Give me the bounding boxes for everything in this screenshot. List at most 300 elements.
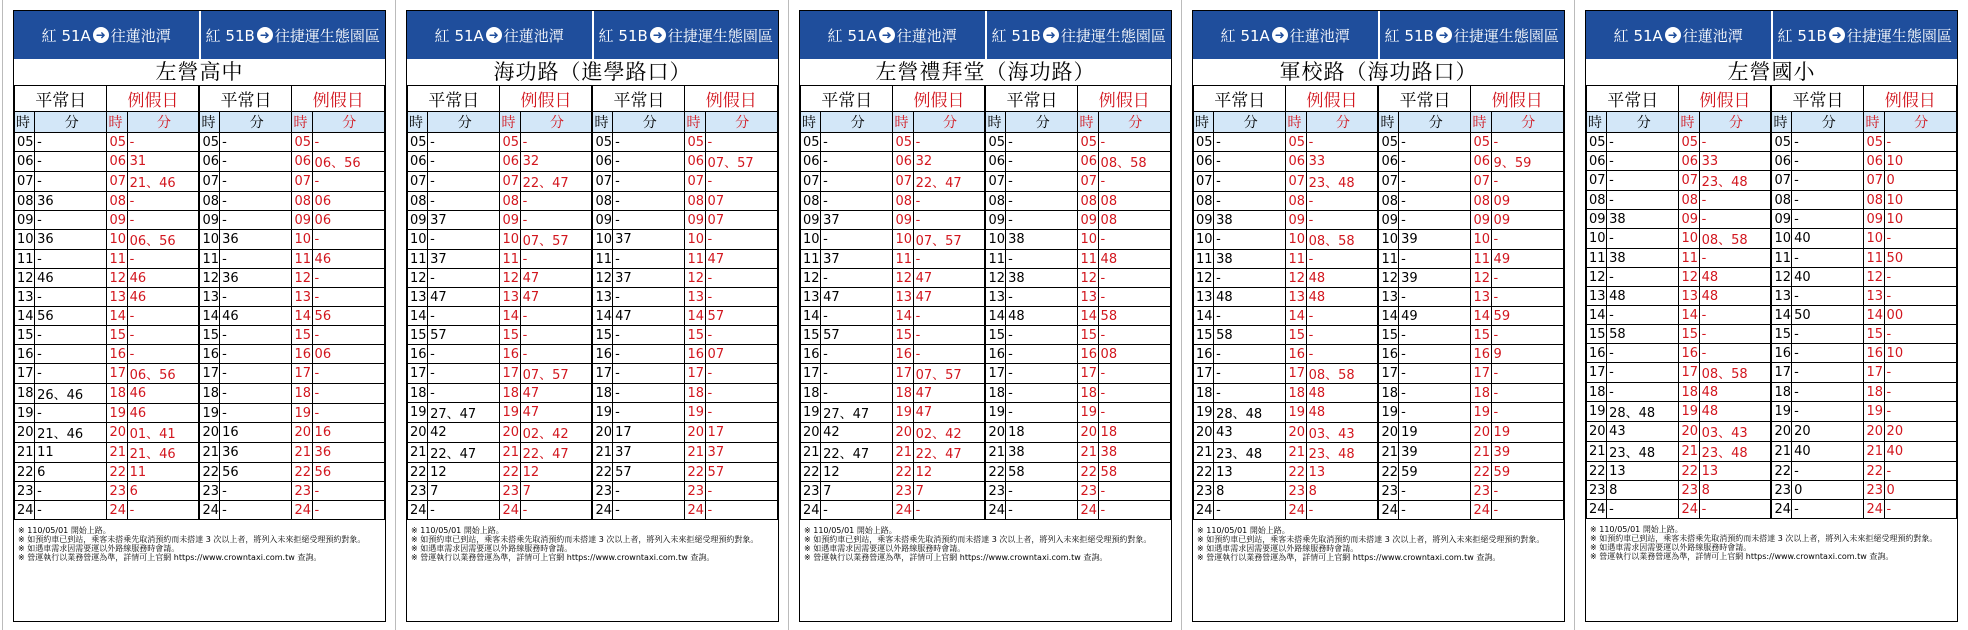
minute-cell: 6 [127,482,199,501]
note-line: ※ 如遇車需求因需要運以外路線服務時會請。 [18,544,180,553]
minute-cell: - [1607,306,1679,325]
hour-cell: 14 [1679,306,1699,325]
table-row [1194,423,1564,443]
minute-cell: 13 [1607,462,1679,481]
minute-cell: 46 [35,269,107,288]
table-row [801,307,1171,326]
table-row [1587,210,1957,229]
hour-cell: 24 [500,501,520,520]
timetable-grid [800,85,1171,520]
minute-cell: - [428,133,500,152]
hour-cell: 13 [1471,288,1491,307]
minute-cell: 08、58 [1306,230,1378,250]
hour-cell: 17 [15,364,35,384]
minute-cell: - [428,501,500,520]
hour-cell: 06 [1587,152,1607,171]
hour-cell: 12 [1378,269,1398,288]
minute-cell: - [1399,152,1471,172]
minute-cell: - [913,326,985,345]
minute-cell: 37 [821,250,893,269]
minute-cell: 38 [1214,250,1286,269]
hour-cell: 13 [1679,287,1699,306]
hour-cell: 07 [15,172,35,192]
minute-cell: - [1792,383,1864,402]
hour-cell: 20 [893,423,913,443]
hour-cell: 11 [15,250,35,269]
minute-cell: 46 [127,288,199,307]
hour-cell: 22 [893,463,913,482]
minute-cell: - [1884,363,1956,383]
minute-cell: 37 [821,211,893,230]
minute-cell: 12 [520,463,592,482]
hour-cell: 05 [893,133,913,152]
hour-cell: 13 [985,288,1005,307]
minute-cell: - [220,133,292,152]
minute-header: 分 [1607,112,1679,133]
minute-cell: 56 [35,307,107,326]
hour-cell: 08 [199,192,219,211]
minute-cell: 20 [1884,422,1956,442]
hour-cell: 11 [801,250,821,269]
minute-cell: - [1399,288,1471,307]
minute-cell: - [220,345,292,364]
hour-cell: 09 [1679,210,1699,229]
hour-header: 時 [500,112,520,133]
hour-cell: 16 [1286,345,1306,364]
hour-cell: 10 [985,230,1005,250]
hour-cell: 07 [1378,172,1398,192]
hour-cell: 11 [985,250,1005,269]
minute-cell: - [520,192,592,211]
minute-cell: 46 [127,269,199,288]
minute-cell: - [613,345,685,364]
table-row [801,250,1171,269]
minute-cell: - [1699,191,1771,210]
hour-cell: 07 [1771,171,1791,191]
hour-cell: 16 [1587,344,1607,363]
stop-name: 左營禮拜堂（海功路） [875,60,1096,84]
minute-cell: - [520,307,592,326]
stop-panel [395,0,788,630]
hour-cell: 14 [1587,306,1607,325]
minute-cell: - [1607,344,1679,363]
table-row [1194,250,1564,269]
minute-cell: 02、42 [520,423,592,443]
stop-panel [1181,0,1574,630]
minute-cell: 36 [35,230,107,250]
table-row [801,403,1171,423]
minute-cell: 9 [1491,345,1563,364]
hour-cell: 21 [1864,442,1884,462]
minute-cell: - [821,133,893,152]
minute-cell: 07 [705,211,777,230]
hour-cell: 10 [893,230,913,250]
minute-cell: - [613,152,685,172]
hour-cell: 12 [1194,269,1214,288]
minute-cell: - [1607,268,1679,287]
hour-cell: 09 [1864,210,1884,229]
minute-cell: - [312,404,384,423]
hour-cell: 21 [592,443,612,463]
table-row [801,269,1171,288]
minute-cell: - [520,326,592,345]
hour-cell: 05 [15,133,35,152]
hour-header: 時 [292,112,312,133]
minute-cell: - [220,288,292,307]
hour-cell: 23 [1078,482,1098,501]
minute-cell: - [1792,462,1864,481]
minute-cell: 36 [312,443,384,463]
hour-cell: 23 [1864,481,1884,500]
hour-cell: 12 [292,269,312,288]
note-line: ※ 營運執行以業務營運為準，詳情可上官網 https://www.crowntaxi.com.tw 查詢。 [411,553,715,562]
table-row [15,501,385,520]
hour-header: 時 [408,112,428,133]
note-line: ※ 110/05/01 開始上路。 [1197,526,1290,535]
minute-cell: 58 [1098,307,1170,326]
hour-cell: 18 [1771,383,1791,402]
hour-cell: 07 [685,172,705,192]
hour-cell: 09 [985,211,1005,230]
hour-cell: 12 [1864,268,1884,287]
stop-timetable [1192,10,1565,622]
hour-cell: 05 [685,133,705,152]
table-row [1194,288,1564,307]
hour-cell: 06 [15,152,35,172]
hour-cell: 15 [1378,326,1398,345]
table-row [15,443,385,463]
hour-cell: 12 [1587,268,1607,287]
hour-cell: 21 [893,443,913,463]
minute-cell: - [1214,172,1286,192]
table-row [801,326,1171,345]
minute-cell: - [1792,325,1864,344]
hour-cell: 09 [1078,211,1098,230]
minute-cell: 48 [1306,288,1378,307]
hour-cell: 09 [500,211,520,230]
hour-cell: 07 [107,172,127,192]
hour-cell: 06 [292,152,312,172]
hour-cell: 19 [1194,403,1214,423]
table-row [1587,344,1957,363]
table-row [15,269,385,288]
table-row [801,501,1171,520]
minute-cell: - [821,230,893,250]
hour-cell: 12 [107,269,127,288]
table-row [408,443,778,463]
table-row [15,230,385,250]
hour-cell: 05 [1194,133,1214,152]
hour-cell: 05 [1078,133,1098,152]
minute-cell: 07、57 [913,364,985,384]
table-row [15,211,385,230]
hour-cell: 24 [985,501,1005,520]
route-a-destination: 往蓮池潭 [503,26,564,45]
hour-cell: 15 [1194,326,1214,345]
hour-cell: 24 [1471,501,1491,520]
minute-cell: - [913,250,985,269]
route-a-destination: 往蓮池潭 [110,26,171,45]
hour-cell: 21 [985,443,1005,463]
minute-cell: 08 [1098,192,1170,211]
hour-header: 時 [592,112,612,133]
minute-header: 分 [35,112,107,133]
table-row [1194,326,1564,345]
hour-cell: 08 [1286,192,1306,211]
hour-cell: 18 [1378,384,1398,403]
minute-cell: - [613,133,685,152]
hour-cell: 18 [893,384,913,403]
minute-header: 分 [821,112,893,133]
hour-cell: 16 [1679,344,1699,363]
weekday-header-a: 平常日 [801,86,893,112]
minute-cell: - [1699,306,1771,325]
minute-cell: - [1399,133,1471,152]
hour-header: 時 [1286,112,1306,133]
table-row [15,288,385,307]
route-a-header [1586,11,1773,59]
hour-cell: 17 [1864,363,1884,383]
note-line: ※ 如預約車已到站，乘客未搭乘先取消預約而未搭達 3 次以上者，將列入未來拒絕受理預約對象。 [1197,535,1545,544]
minute-cell: - [35,501,107,520]
minute-cell: 33 [1306,152,1378,172]
minute-cell: - [613,384,685,403]
minute-cell: - [312,364,384,384]
hour-cell: 13 [1286,288,1306,307]
table-row [15,423,385,443]
hour-cell: 11 [1587,249,1607,268]
hour-cell: 18 [15,384,35,404]
minute-cell: - [705,269,777,288]
hour-cell: 17 [1771,363,1791,383]
minute-cell: 57 [705,307,777,326]
weekday-header-b: 平常日 [199,86,291,112]
hour-cell: 12 [15,269,35,288]
table-row [801,423,1171,443]
hour-cell: 13 [292,288,312,307]
minute-cell: - [1098,133,1170,152]
holiday-header-a: 例假日 [893,86,985,112]
arrow-right-icon: ➜ [650,27,666,43]
minute-cell: 39 [1399,443,1471,463]
minute-cell: - [220,192,292,211]
table-row [1587,481,1957,500]
hour-cell: 11 [107,250,127,269]
hour-cell: 17 [1587,363,1607,383]
note-line: ※ 如遇車需求因需要運以外路線服務時會請。 [804,544,966,553]
hour-cell: 08 [1679,191,1699,210]
table-row [1194,230,1564,250]
minute-cell: - [1098,172,1170,192]
holiday-header-a: 例假日 [1286,86,1378,112]
minute-cell: 50 [1884,249,1956,268]
table-row [408,482,778,501]
weekday-header-b: 平常日 [1378,86,1470,112]
route-b-destination: 往捷運生態園區 [274,26,380,45]
minute-cell: 8 [1607,481,1679,500]
hour-cell: 06 [685,152,705,172]
hour-cell: 10 [1471,230,1491,250]
hour-cell: 20 [1471,423,1491,443]
hour-cell: 24 [1587,500,1607,519]
minute-cell: 27、47 [428,403,500,423]
minute-cell: 50 [1792,306,1864,325]
arrow-right-icon: ➜ [1665,27,1681,43]
hour-cell: 05 [107,133,127,152]
table-row [15,326,385,345]
hour-cell: 14 [1771,306,1791,325]
minute-cell: - [1792,402,1864,422]
minute-cell: 28、48 [1607,402,1679,422]
hour-cell: 19 [1078,403,1098,423]
minute-cell: - [35,250,107,269]
minute-cell: - [1884,325,1956,344]
minute-cell: 48 [1306,403,1378,423]
hour-cell: 13 [893,288,913,307]
minute-cell: - [428,192,500,211]
hour-cell: 12 [801,269,821,288]
hour-cell: 16 [408,345,428,364]
hour-cell: 22 [1679,462,1699,481]
hour-cell: 17 [1078,364,1098,384]
minute-cell: - [613,482,685,501]
minute-cell: 09 [1491,192,1563,211]
hour-cell: 06 [1679,152,1699,171]
minute-cell: - [705,384,777,403]
hour-cell: 07 [592,172,612,192]
hour-cell: 19 [15,404,35,423]
hour-cell: 16 [1078,345,1098,364]
minute-header: 分 [1792,112,1864,133]
minute-cell: - [127,326,199,345]
table-row [1194,269,1564,288]
minute-cell: - [1006,250,1078,269]
route-header [407,11,778,59]
minute-cell: - [1006,152,1078,172]
hour-cell: 12 [985,269,1005,288]
minute-cell: - [428,345,500,364]
note-line: ※ 營運執行以業務營運為準，詳情可上官網 https://www.crowntaxi.com.tw 查詢。 [1197,553,1501,562]
minute-cell: - [1607,363,1679,383]
minute-cell: - [613,211,685,230]
table-row [1587,268,1957,287]
hour-cell: 19 [801,403,821,423]
stop-panel [788,0,1181,630]
hour-cell: 24 [1286,501,1306,520]
minute-cell: 08、58 [1098,152,1170,172]
table-row [1587,133,1957,152]
minute-cell: - [1491,269,1563,288]
hour-cell: 07 [292,172,312,192]
hour-cell: 06 [1286,152,1306,172]
minute-cell: - [312,172,384,192]
hour-cell: 09 [685,211,705,230]
minute-cell: - [35,326,107,345]
minute-cell: - [705,288,777,307]
note-line: ※ 110/05/01 開始上路。 [18,526,111,535]
minute-cell: 06 [312,211,384,230]
route-b-label: 紅 51B [598,26,648,45]
minute-cell: 57 [613,463,685,482]
minute-cell: - [1607,383,1679,402]
minute-cell: 8 [1306,482,1378,501]
hour-cell: 07 [500,172,520,192]
hour-cell: 05 [292,133,312,152]
minute-header: 分 [312,112,384,133]
hour-cell: 18 [985,384,1005,403]
minute-cell: 46 [127,384,199,404]
minute-cell: - [705,326,777,345]
hour-cell: 07 [1864,171,1884,191]
route-b-label: 紅 51B [1777,26,1827,45]
minute-cell: 47 [520,288,592,307]
hour-cell: 21 [199,443,219,463]
hour-cell: 11 [685,250,705,269]
minute-cell: - [705,482,777,501]
table-row [15,133,385,152]
table-row [408,288,778,307]
hour-cell: 16 [1194,345,1214,364]
hour-cell: 20 [592,423,612,443]
minute-cell: - [312,288,384,307]
hour-cell: 17 [107,364,127,384]
hour-cell: 17 [1471,364,1491,384]
minute-cell: - [312,501,384,520]
hour-cell: 19 [592,403,612,423]
minute-cell: 32 [520,152,592,172]
minute-cell: - [1006,384,1078,403]
minute-cell: - [1006,192,1078,211]
hour-cell: 16 [1471,345,1491,364]
hour-cell: 07 [1078,172,1098,192]
minute-cell: 23、48 [1306,443,1378,463]
minute-cell: - [1098,326,1170,345]
minute-cell: - [35,288,107,307]
minute-cell: - [1006,501,1078,520]
holiday-header-b: 例假日 [1864,86,1957,112]
minute-cell: - [312,482,384,501]
minute-cell: - [1098,364,1170,384]
minute-cell: - [1792,133,1864,152]
route-a-destination: 往蓮池潭 [1682,26,1743,45]
hour-cell: 15 [1771,325,1791,344]
minute-cell: 9、59 [1491,152,1563,172]
hour-cell: 11 [1286,250,1306,269]
minute-cell: - [1491,501,1563,520]
minute-cell: 08、58 [1306,364,1378,384]
route-b-destination: 往捷運生態園區 [1060,26,1166,45]
minute-cell: 06 [312,345,384,364]
minute-cell: 10 [1884,210,1956,229]
table-row [1587,229,1957,249]
minute-cell: 7 [428,482,500,501]
minute-cell: - [1098,269,1170,288]
minute-cell: - [1399,364,1471,384]
table-row [801,443,1171,463]
hour-cell: 22 [1194,463,1214,482]
hour-cell: 13 [15,288,35,307]
minute-cell: 10 [1884,191,1956,210]
hour-cell: 05 [199,133,219,152]
stop-name: 左營國小 [1727,60,1816,84]
hour-cell: 22 [1864,462,1884,481]
minute-cell: - [1098,384,1170,403]
hour-cell: 14 [15,307,35,326]
hour-cell: 14 [1471,307,1491,326]
minute-cell: 46 [312,250,384,269]
minute-cell: 47 [913,384,985,403]
hour-cell: 10 [199,230,219,250]
